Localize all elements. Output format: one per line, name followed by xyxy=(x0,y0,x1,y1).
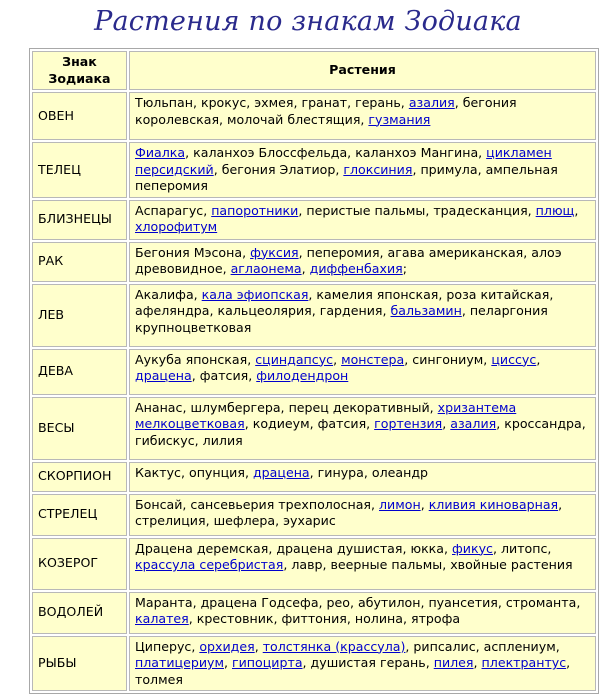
plants-cell xyxy=(129,242,596,282)
plants-cell xyxy=(129,494,596,536)
plant-link[interactable]: платицериум xyxy=(135,655,224,670)
plants-cell xyxy=(129,200,596,240)
plant-link[interactable]: гортензия xyxy=(374,416,443,431)
plants-cell xyxy=(129,462,596,492)
plant-link[interactable]: Фиалка xyxy=(135,145,186,160)
plant-link[interactable]: папоротники xyxy=(211,202,299,218)
plant-text: , xyxy=(536,351,541,367)
plant-link[interactable]: бальзамин xyxy=(390,303,462,318)
plant-text: , стрелиция, шефлера, эухарис xyxy=(135,496,563,528)
plant-text: , xyxy=(223,655,232,670)
plant-text: , литопс, xyxy=(492,540,552,556)
plant-text: Аспарагус, xyxy=(135,202,212,218)
plant-text: Циперус, xyxy=(135,638,200,654)
zodiac-sign-cell: КОЗЕРОГ xyxy=(32,538,127,590)
plant-link[interactable]: гузмания xyxy=(368,111,431,127)
table-row xyxy=(32,284,596,347)
table-row xyxy=(32,538,596,590)
plant-link[interactable]: плектрантус xyxy=(481,655,567,670)
plant-link[interactable]: аглаонема xyxy=(230,261,302,276)
plant-text: Бонсай, сансевьерия трехполосная, xyxy=(135,496,379,512)
zodiac-sign-cell: ТЕЛЕЦ xyxy=(32,142,127,198)
plant-text: , гинура, олеандр xyxy=(309,464,429,480)
plant-text: , кроссандра, гибискус, лилия xyxy=(135,416,586,448)
column-header-sign: Знак Зодиака xyxy=(32,51,127,90)
plants-cell xyxy=(129,142,596,198)
column-header-plants: Растения xyxy=(129,51,596,90)
plant-text: , пеларгония крупноцветковая xyxy=(135,303,548,335)
plant-link[interactable]: филодендрон xyxy=(256,368,349,383)
plant-link[interactable]: орхидея xyxy=(199,638,255,654)
zodiac-sign-cell: ДЕВА xyxy=(32,349,127,395)
plant-text: , камелия японская, роза китайская, афеляндра, кальцеолярия, гардения, xyxy=(135,286,554,318)
plant-link[interactable]: кливия киноварная xyxy=(428,496,559,512)
plants-cell xyxy=(129,284,596,347)
plant-text: , xyxy=(574,202,579,218)
plants-cell xyxy=(129,397,596,460)
zodiac-sign-cell: СКОРПИОН xyxy=(32,462,127,492)
plant-link[interactable]: хризантема мелкоцветковая xyxy=(135,399,517,431)
plant-text: , кодиеум, фатсия, xyxy=(244,416,375,431)
plant-link[interactable]: толстянка (крассула) xyxy=(262,638,406,654)
plant-text: Маранта, драцена Годсефа, рео, абутилон, пуансетия, строманта, xyxy=(135,594,581,610)
plant-text: Акалифа, xyxy=(135,286,202,302)
table-row xyxy=(32,200,596,240)
table-header-row xyxy=(32,51,596,90)
plant-link[interactable]: циссус xyxy=(491,351,537,367)
plant-link[interactable]: драцена xyxy=(252,464,310,480)
plant-text: , крестовник, фиттония, нолина, ятрофа xyxy=(188,611,461,626)
plant-text: , лавр, веерные пальмы, хвойные растения xyxy=(283,557,573,572)
table-row xyxy=(32,494,596,536)
plant-text: , душистая герань, xyxy=(302,655,434,670)
plant-link[interactable]: кала эфиопская xyxy=(201,286,309,302)
zodiac-sign-cell: ВЕСЫ xyxy=(32,397,127,460)
plant-link[interactable]: калатея xyxy=(135,611,189,626)
plant-link[interactable]: фикус xyxy=(452,540,493,556)
zodiac-sign-cell: РЫБЫ xyxy=(32,636,127,692)
plants-cell xyxy=(129,538,596,590)
table-row xyxy=(32,349,596,395)
plants-cell xyxy=(129,92,596,140)
plant-text: , каланхоэ Блоссфельда, каланхоэ Мангина, xyxy=(185,145,487,160)
plant-link[interactable]: фуксия xyxy=(250,244,299,260)
page-title: Растения по знакам Зодиака xyxy=(94,6,522,37)
plant-text: Тюльпан, крокус, эхмея, гранат, герань, xyxy=(135,95,409,110)
zodiac-sign-cell: СТРЕЛЕЦ xyxy=(32,494,127,536)
plant-text: , пеперомия, агава американская, алоэ древовидное, xyxy=(135,244,562,276)
plant-text: , xyxy=(473,655,482,670)
zodiac-sign-cell: ВОДОЛЕЙ xyxy=(32,592,127,634)
plant-link[interactable]: глоксиния xyxy=(343,161,413,177)
plant-text: , перистые пальмы, традесканция, xyxy=(298,202,536,218)
table-row xyxy=(32,397,596,460)
plant-text: , бегония королевская, молочай блестящия, xyxy=(135,95,517,127)
plant-text: Драцена деремская, драцена душистая, юкка, xyxy=(135,540,453,556)
plants-cell xyxy=(129,349,596,395)
plant-text: , толмея xyxy=(135,655,571,687)
plant-text: , xyxy=(442,416,451,431)
plant-link[interactable]: лимон xyxy=(379,496,421,512)
plant-link[interactable]: хлорофитум xyxy=(135,219,218,234)
plant-text: , примула, ампельная пеперомия xyxy=(135,161,558,193)
table-row xyxy=(32,636,596,692)
table-row xyxy=(32,242,596,282)
plant-text: , xyxy=(333,351,342,367)
plant-text: , бегония Элатиор, xyxy=(213,161,344,177)
zodiac-sign-cell: ОВЕН xyxy=(32,92,127,140)
plant-text: Кактус, опунция, xyxy=(135,464,253,480)
plant-text: Ананас, шлумбергера, перец декоративный, xyxy=(135,399,438,415)
zodiac-sign-cell: РАК xyxy=(32,242,127,282)
plant-link[interactable]: крассула серебристая xyxy=(135,557,284,572)
plant-link[interactable]: монстера xyxy=(341,351,405,367)
zodiac-sign-cell: БЛИЗНЕЦЫ xyxy=(32,200,127,240)
plant-link[interactable]: диффенбахия xyxy=(309,261,403,276)
table-row xyxy=(32,592,596,634)
plant-link[interactable]: цикламен персидский xyxy=(135,145,552,177)
plant-text: , xyxy=(254,638,263,654)
plant-text: , сингониум, xyxy=(404,351,492,367)
plant-link[interactable]: азалия xyxy=(408,95,455,110)
table-row xyxy=(32,462,596,492)
plant-link[interactable]: азалия xyxy=(450,416,497,431)
plant-link[interactable]: пилея xyxy=(433,655,474,670)
zodiac-plants-table xyxy=(29,48,599,694)
plant-link[interactable]: сциндапсус xyxy=(255,351,334,367)
plant-text: , фатсия, xyxy=(191,368,257,383)
plant-text: , xyxy=(301,261,310,276)
plant-text: Аукуба японская, xyxy=(135,351,256,367)
plant-link[interactable]: драцена xyxy=(135,368,192,383)
plant-link[interactable]: плющ xyxy=(535,202,575,218)
plant-text: ; xyxy=(402,261,407,276)
plant-link[interactable]: гипоцирта xyxy=(232,655,303,670)
table-row xyxy=(32,92,596,140)
plants-cell xyxy=(129,636,596,692)
plant-text: , рипсалис, асплениум, xyxy=(405,638,560,654)
plant-text: Бегония Мэсона, xyxy=(135,244,251,260)
plant-text: , xyxy=(420,496,429,512)
plants-cell xyxy=(129,592,596,634)
table-row xyxy=(32,142,596,198)
zodiac-sign-cell: ЛЕВ xyxy=(32,284,127,347)
